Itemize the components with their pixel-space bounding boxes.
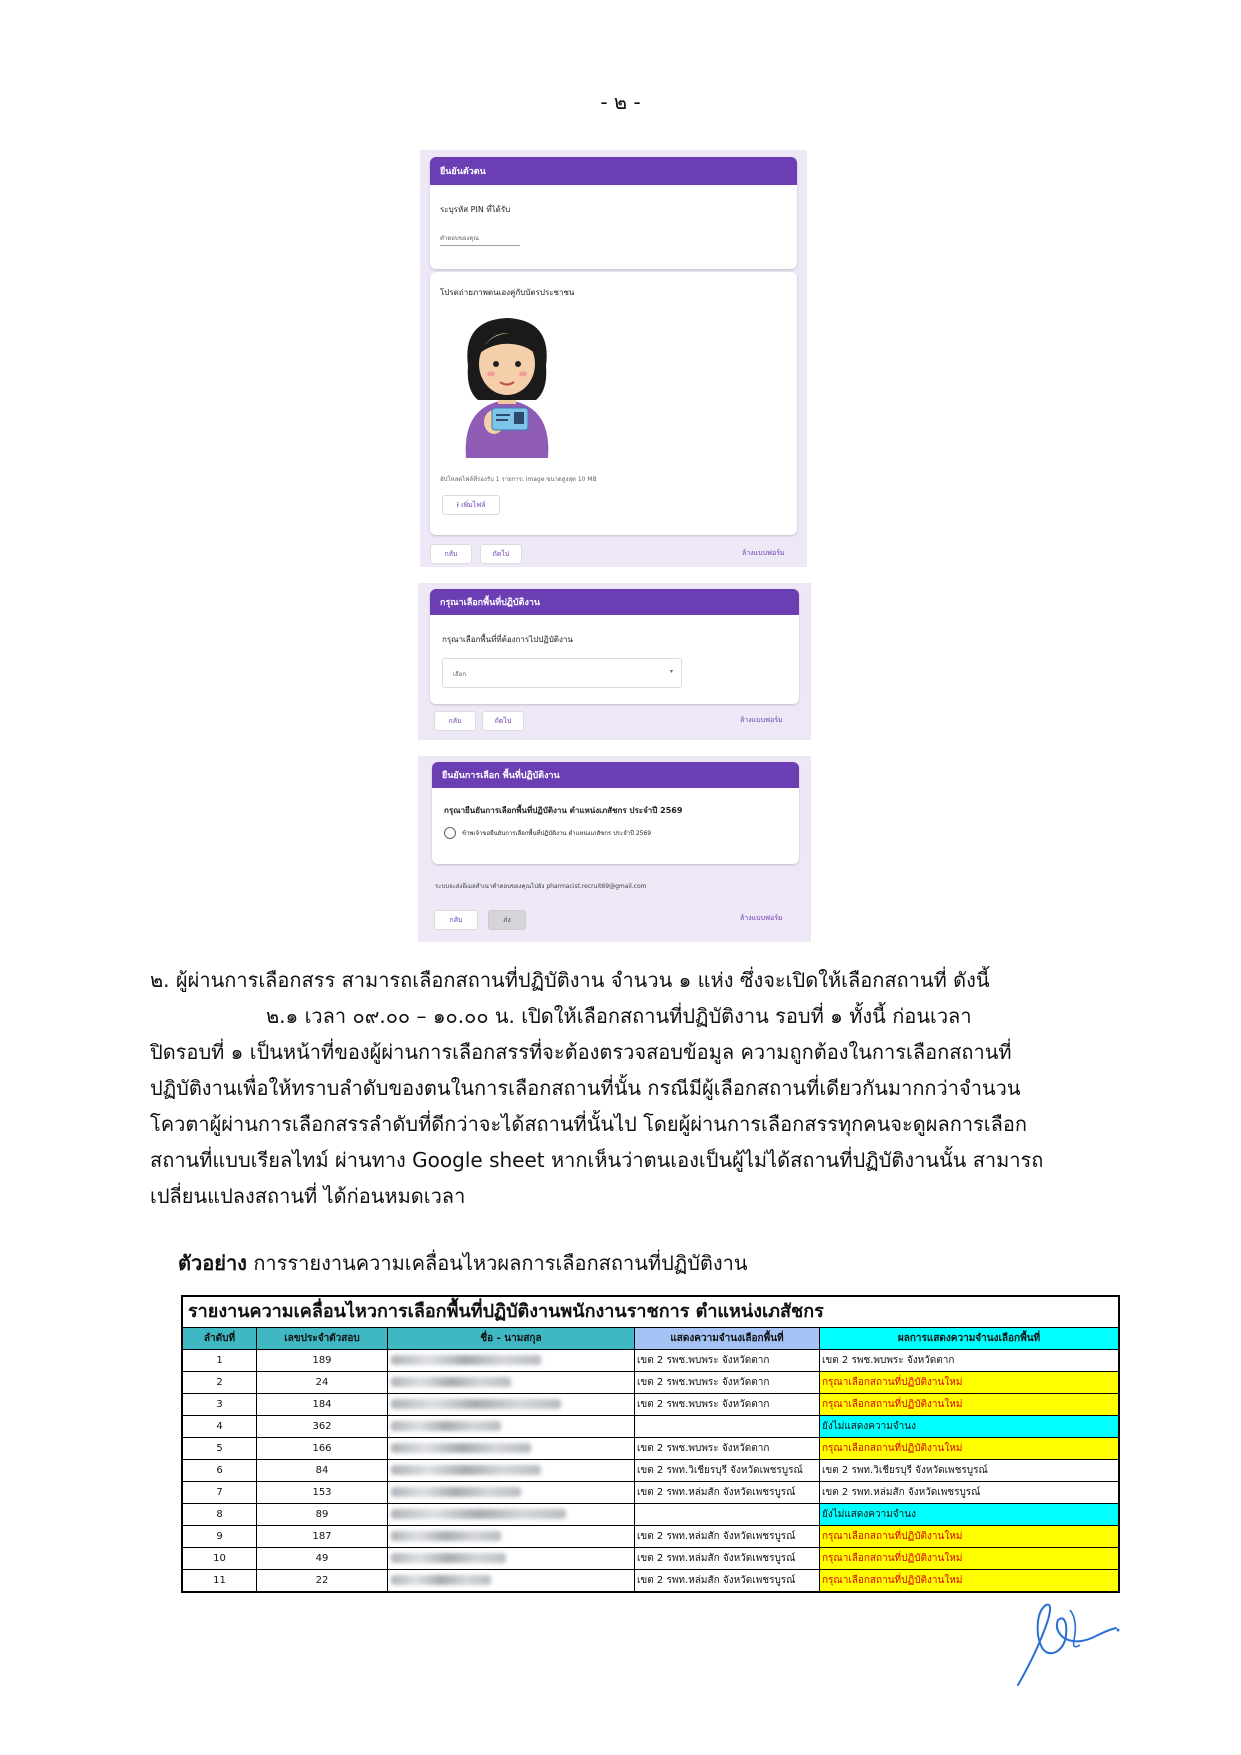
header-exam-id: เลขประจำตัวสอบ	[257, 1328, 388, 1349]
cell-result: กรุณาเลือกสถานที่ปฏิบัติงานใหม่	[820, 1394, 1118, 1415]
table-row	[183, 1460, 1118, 1482]
cell-name-redacted	[388, 1504, 635, 1525]
cell-choice: เขต 2 รพท.หล่มสัก จังหวัดเพชรบูรณ์	[635, 1482, 820, 1503]
cell-exam-id: 24	[257, 1372, 388, 1393]
cell-name-redacted	[388, 1570, 635, 1591]
location-card	[430, 589, 799, 704]
table-row	[183, 1504, 1118, 1526]
paragraph-line-4: ปฏิบัติงานเพื่อให้ทราบลำดับของตนในการเลือกสถานที่นั้น กรณีมีผู้เลือกสถานที่เดียวกันมากกว่าจำนวน	[150, 1076, 1021, 1100]
header-name: ชื่อ - นามสกุล	[388, 1328, 635, 1349]
paragraph-line-3: ปิดรอบที่ ๑ เป็นหน้าที่ของผู้ผ่านการเลือกสรรที่จะต้องตรวจสอบข้อมูล ความถูกต้องในการเลือกสถานที่	[150, 1040, 1012, 1064]
cell-result: ยังไม่แสดงความจำนง	[820, 1416, 1118, 1437]
radio-circle-icon	[444, 827, 456, 839]
cell-name-redacted	[388, 1372, 635, 1393]
redacted-name	[391, 1487, 521, 1497]
paragraph-line-5: โควตาผู้ผ่านการเลือกสรรลำดับที่ดีกว่าจะได้สถานที่นั้นไป โดยผู้ผ่านการเลือกสรรทุกคนจะดูผลการเลือก	[150, 1112, 1028, 1136]
clear-form-link[interactable]: ล้างแบบฟอร์ม	[740, 914, 783, 922]
location-header	[430, 589, 799, 615]
cell-exam-id: 49	[257, 1548, 388, 1569]
redacted-name	[391, 1509, 566, 1519]
pin-input[interactable]: คำตอบของคุณ	[440, 235, 479, 242]
cell-order: 9	[183, 1526, 257, 1547]
cell-result: กรุณาเลือกสถานที่ปฏิบัติงานใหม่	[820, 1548, 1118, 1569]
cell-name-redacted	[388, 1460, 635, 1481]
cell-exam-id: 189	[257, 1350, 388, 1371]
example-label: ตัวอย่าง	[178, 1251, 247, 1275]
email-copy-note: ระบบจะส่งอีเมลสำเนาคำตอบของคุณไปยัง pharmacist.recruit69@gmail.com	[435, 883, 647, 890]
example-text: การรายงานความเคลื่อนไหวผลการเลือกสถานที่ปฏิบัติงาน	[253, 1251, 748, 1275]
signature	[1008, 1590, 1123, 1690]
cell-exam-id: 187	[257, 1526, 388, 1547]
next-button[interactable]: ถัดไป	[482, 711, 524, 731]
confirm-radio[interactable]	[444, 826, 794, 840]
confirm-header-title: ยืนยันการเลือก พื้นที่ปฏิบัติงาน	[442, 771, 560, 781]
cell-choice: เขต 2 รพช.พบพระ จังหวัดตาก	[635, 1372, 820, 1393]
redacted-name	[391, 1377, 511, 1387]
cell-name-redacted	[388, 1416, 635, 1437]
location-question: กรุณาเลือกพื้นที่ที่ต้องการไปปฏิบัติงาน	[442, 635, 573, 644]
table-row	[183, 1372, 1118, 1394]
cell-choice: เขต 2 รพท.หล่มสัก จังหวัดเพชรบูรณ์	[635, 1570, 820, 1591]
person-with-id-card-illustration	[452, 310, 562, 458]
redacted-name	[391, 1355, 541, 1365]
confirm-header	[432, 762, 799, 788]
cell-choice: เขต 2 รพช.พบพระ จังหวัดตาก	[635, 1394, 820, 1415]
cell-choice: เขต 2 รพท.หล่มสัก จังหวัดเพชรบูรณ์	[635, 1526, 820, 1547]
cell-exam-id: 362	[257, 1416, 388, 1437]
redacted-name	[391, 1421, 501, 1431]
pin-label: ระบุรหัส PIN ที่ได้รับ	[440, 205, 511, 214]
cell-order: 7	[183, 1482, 257, 1503]
cell-result: กรุณาเลือกสถานที่ปฏิบัติงานใหม่	[820, 1438, 1118, 1459]
table-row	[183, 1394, 1118, 1416]
table-row	[183, 1482, 1118, 1504]
cell-result: กรุณาเลือกสถานที่ปฏิบัติงานใหม่	[820, 1372, 1118, 1393]
cell-choice: เขต 2 รพท.หล่มสัก จังหวัดเพชรบูรณ์	[635, 1548, 820, 1569]
redacted-name	[391, 1399, 561, 1409]
upload-icon: ⭱	[456, 501, 459, 509]
back-button[interactable]: กลับ	[434, 910, 478, 930]
cell-exam-id: 22	[257, 1570, 388, 1591]
cell-choice: เขต 2 รพช.พบพระ จังหวัดตาก	[635, 1438, 820, 1459]
location-select-value: เลือก	[453, 671, 466, 678]
upload-note: อัปโหลดไฟล์ที่รองรับ 1 รายการ: image ขนาดสูงสุด 10 MB	[440, 476, 597, 483]
identity-card	[430, 157, 797, 269]
location-select[interactable]	[442, 658, 682, 688]
cell-order: 1	[183, 1350, 257, 1371]
cell-name-redacted	[388, 1438, 635, 1459]
clear-form-link[interactable]: ล้างแบบฟอร์ม	[742, 549, 785, 557]
header-choice: แสดงความจำนงเลือกพื้นที่	[635, 1328, 820, 1349]
location-header-title: กรุณาเลือกพื้นที่ปฏิบัติงาน	[440, 598, 541, 608]
add-file-button[interactable]	[442, 495, 500, 515]
paragraph-line-1: ๒. ผู้ผ่านการเลือกสรร สามารถเลือกสถานที่ปฏิบัติงาน จำนวน ๑ แห่ง ซึ่งจะเปิดให้เลือกสถานที่ ดังนี้	[150, 968, 990, 992]
identity-header	[430, 157, 797, 185]
header-order: ลำดับที่	[183, 1328, 257, 1349]
identity-header-title: ยืนยันตัวตน	[440, 167, 486, 177]
cell-exam-id: 84	[257, 1460, 388, 1481]
clear-form-link[interactable]: ล้างแบบฟอร์ม	[740, 716, 783, 724]
example-caption	[178, 1247, 748, 1279]
form-confirm-screenshot	[418, 756, 811, 942]
paragraph-line-6: สถานที่แบบเรียลไทม์ ผ่านทาง Google sheet หากเห็นว่าตนเองเป็นผู้ไม่ได้สถานที่ปฏิบัติงานนั้น สามารถ	[150, 1148, 1044, 1172]
table-header-row	[183, 1328, 1118, 1350]
header-result: ผลการแสดงความจำนงเลือกพื้นที่	[820, 1328, 1118, 1349]
cell-order: 8	[183, 1504, 257, 1525]
cell-name-redacted	[388, 1350, 635, 1371]
photo-card	[430, 272, 797, 535]
cell-result: เขต 2 รพท.วิเชียรบุรี จังหวัดเพชรบูรณ์	[822, 1465, 988, 1476]
report-table	[181, 1295, 1120, 1593]
redacted-name	[391, 1443, 531, 1453]
cell-result: กรุณาเลือกสถานที่ปฏิบัติงานใหม่	[820, 1570, 1118, 1591]
redacted-name	[391, 1553, 506, 1563]
cell-result: เขต 2 รพท.หล่มสัก จังหวัดเพชรบูรณ์	[822, 1487, 981, 1498]
photo-label: โปรดถ่ายภาพตนเองคู่กับบัตรประชาชน	[440, 288, 575, 297]
cell-order: 10	[183, 1548, 257, 1569]
cell-choice: เขต 2 รพช.พบพระ จังหวัดตาก	[635, 1350, 820, 1371]
cell-order: 5	[183, 1438, 257, 1459]
confirm-question: กรุณายืนยันการเลือกพื้นที่ปฏิบัติงาน ตำแหน่งเภสัชกร ประจำปี 2569	[444, 806, 683, 815]
cell-choice	[635, 1504, 820, 1525]
table-row	[183, 1526, 1118, 1548]
form-location-screenshot	[418, 583, 811, 740]
back-button[interactable]: กลับ	[434, 711, 476, 731]
add-file-label: เพิ่มไฟล์	[461, 501, 486, 509]
cell-order: 11	[183, 1570, 257, 1591]
report-table-title: รายงานความเคลื่อนไหวการเลือกพื้นที่ปฏิบัติงานพนักงานราชการ ตำแหน่งเภสัชกร	[183, 1297, 1118, 1328]
cell-name-redacted	[388, 1548, 635, 1569]
cell-order: 4	[183, 1416, 257, 1437]
table-row	[183, 1548, 1118, 1570]
cell-choice	[635, 1416, 820, 1437]
next-button[interactable]: ถัดไป	[480, 544, 522, 564]
cell-exam-id: 184	[257, 1394, 388, 1415]
page-number: - ๒ -	[600, 90, 641, 114]
cell-exam-id: 166	[257, 1438, 388, 1459]
table-row	[183, 1438, 1118, 1460]
redacted-name	[391, 1465, 541, 1475]
paragraph-line-7: เปลี่ยนแปลงสถานที่ ได้ก่อนหมดเวลา	[150, 1184, 466, 1208]
redacted-name	[391, 1575, 491, 1585]
cell-name-redacted	[388, 1526, 635, 1547]
table-row	[183, 1570, 1118, 1591]
cell-result: ยังไม่แสดงความจำนง	[820, 1504, 1118, 1525]
cell-order: 2	[183, 1372, 257, 1393]
cell-order: 6	[183, 1460, 257, 1481]
cell-result: กรุณาเลือกสถานที่ปฏิบัติงานใหม่	[820, 1526, 1118, 1547]
cell-exam-id: 153	[257, 1482, 388, 1503]
cell-name-redacted	[388, 1482, 635, 1503]
confirm-option-label: ข้าพเจ้าขอยืนยันการเลือกพื้นที่ปฏิบัติงาน ตำแหน่งเภสัชกร ประจำปี 2569	[462, 830, 652, 837]
cell-choice: เขต 2 รพท.วิเชียรบุรี จังหวัดเพชรบูรณ์	[635, 1460, 820, 1481]
table-row	[183, 1350, 1118, 1372]
submit-button[interactable]: ส่ง	[488, 910, 526, 930]
cell-name-redacted	[388, 1394, 635, 1415]
table-row	[183, 1416, 1118, 1438]
cell-result: เขต 2 รพช.พบพระ จังหวัดตาก	[822, 1355, 955, 1366]
back-button[interactable]: กลับ	[430, 544, 472, 564]
confirm-card	[432, 762, 799, 864]
pin-input-underline	[440, 245, 520, 246]
cell-order: 3	[183, 1394, 257, 1415]
paragraph-line-2: ๒.๑ เวลา ๐๙.๐๐ – ๑๐.๐๐ น. เปิดให้เลือกสถานที่ปฏิบัติงาน รอบที่ ๑ ทั้งนี้ ก่อนเวลา	[266, 1004, 972, 1028]
chevron-down-icon: ▾	[669, 668, 673, 675]
form-identity-screenshot	[420, 150, 807, 567]
redacted-name	[391, 1531, 501, 1541]
cell-exam-id: 89	[257, 1504, 388, 1525]
